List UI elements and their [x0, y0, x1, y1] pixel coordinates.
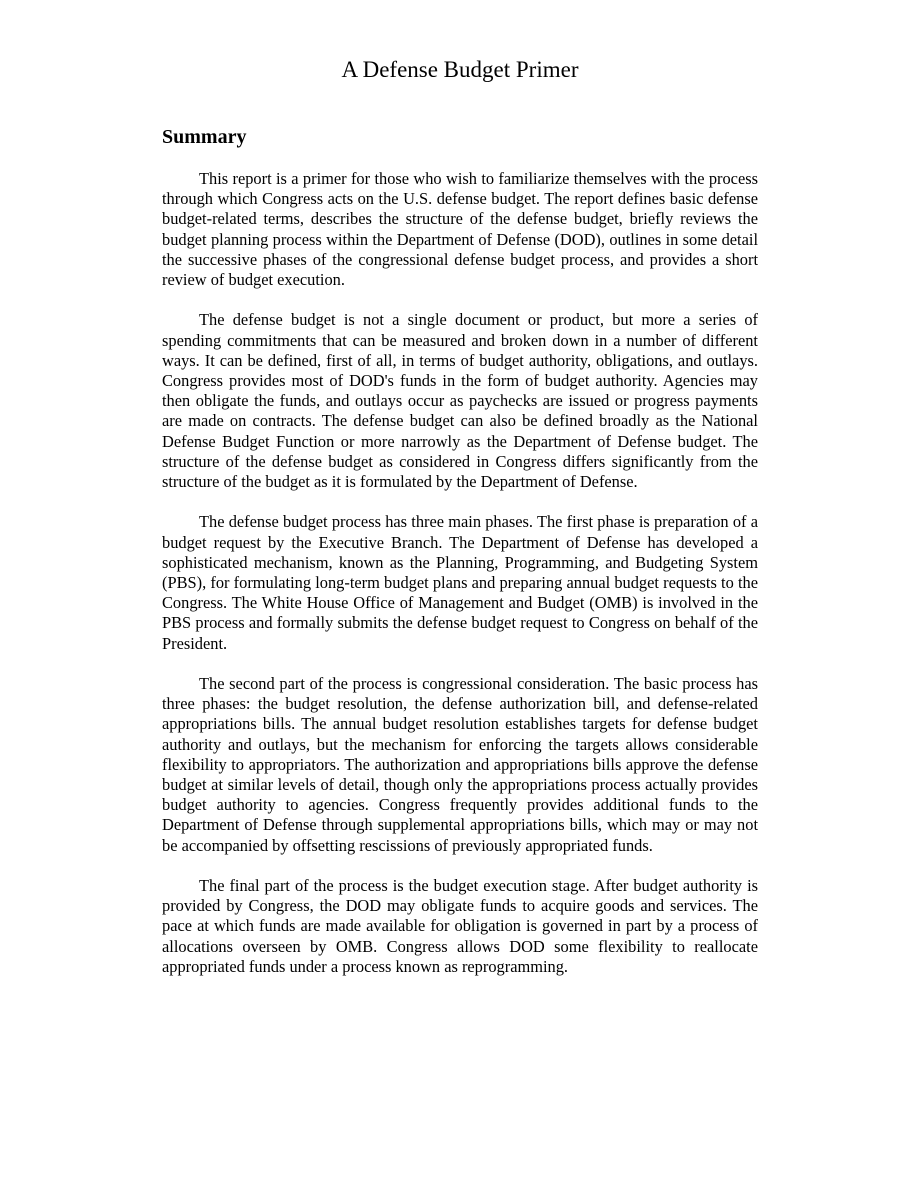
summary-heading: Summary	[162, 126, 247, 148]
summary-paragraph-3: The defense budget process has three main phases. The first phase is preparation of a budget request by the Executive Branch. The Department of Defense has developed a sophisticated mechanism, known as the Planning, Programming, and Budgeting System (PBS), for formulating long-term budget plans and preparing annual budget requests to the Congress. The White House Office of Management and Budget (OMB) is involved in the PBS process and formally submits the defense budget request to Congress on behalf of the President.	[162, 512, 758, 653]
page-title: A Defense Budget Primer	[341, 57, 579, 82]
summary-body	[162, 169, 758, 997]
summary-paragraph-2: The defense budget is not a single document or product, but more a series of spending commitments that can be measured and broken down in a number of different ways. It can be defined, first of all, in terms of budget authority, obligations, and outlays. Congress provides most of DOD's funds in the form of budget authority. Agencies may then obligate the funds, and outlays occur as paychecks are issued or progress payments are made on contracts. The defense budget can also be defined broadly as the National Defense Budget Function or more narrowly as the Department of Defense budget. The structure of the defense budget as considered in Congress differs significantly from the structure of the budget as it is formulated by the Department of Defense.	[162, 310, 758, 492]
summary-paragraph-4: The second part of the process is congressional consideration. The basic process has three phases: the budget resolution, the defense authorization bill, and defense-related appropriations bills. The annual budget resolution establishes targets for defense budget authority and outlays, but the mechanism for enforcing the targets allows considerable flexibility to appropriators. The authorization and appropriations bills approve the defense budget at similar levels of detail, though only the appropriations process actually provides budget authority to agencies. Congress frequently provides additional funds to the Department of Defense through supplemental appropriations bills, which may or may not be accompanied by offsetting rescissions of previously appropriated funds.	[162, 674, 758, 855]
summary-paragraph-1: This report is a primer for those who wish to familiarize themselves with the process through which Congress acts on the U.S. defense budget. The report defines basic defense budget-related terms, describes the structure of the defense budget, briefly reviews the budget planning process within the Department of Defense (DOD), outlines in some detail the successive phases of the congressional defense budget process, and provides a short review of budget execution.	[162, 169, 758, 290]
summary-paragraph-5: The final part of the process is the budget execution stage. After budget authority is provided by Congress, the DOD may obligate funds to acquire goods and services. The pace at which funds are made available for obligation is governed in part by a process of allocations overseen by OMB. Congress allows DOD some flexibility to reallocate appropriated funds under a process known as reprogramming.	[162, 876, 758, 976]
